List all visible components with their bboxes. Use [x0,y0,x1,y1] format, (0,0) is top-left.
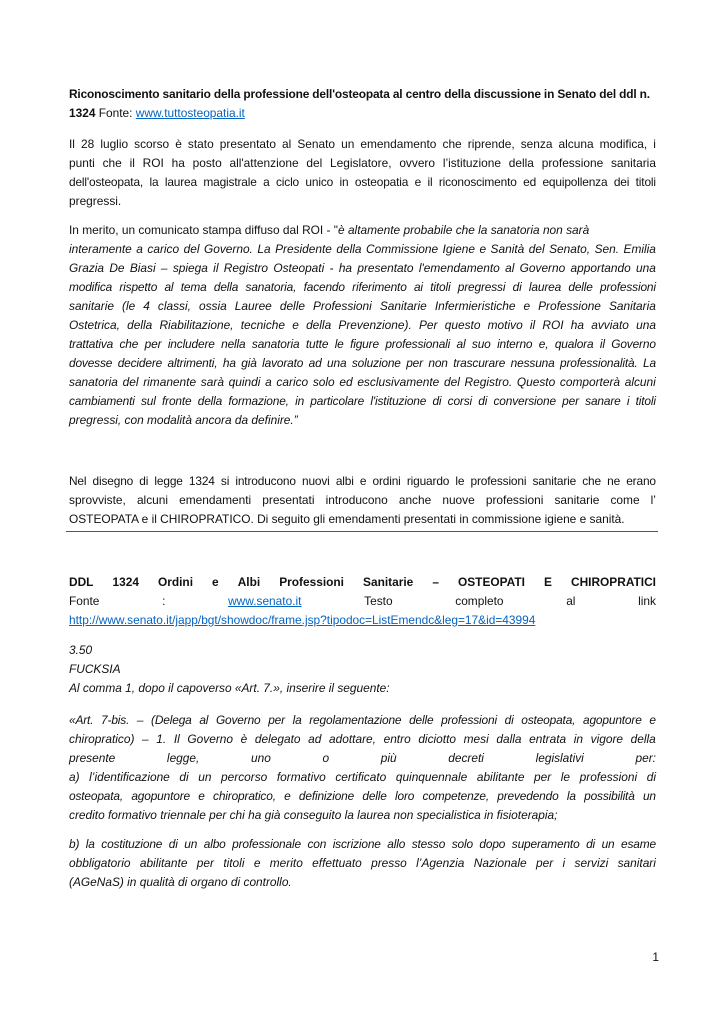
text-line: Il 28 luglio scorso è stato presentato al Senato un emendamento che riprende, senza alcuna modifica, i [69,137,656,151]
amendment-color: FUCKSIA [69,662,121,676]
amendment-header [69,641,656,698]
title-line-1: Riconoscimento sanitario della professione dell'osteopata al centro della discussione in Senato del ddl n. [69,87,650,101]
quote-line: modifica rispetto al tema della sanatoria, facendo riferimento ai titoli pregressi di laurea delle professioni [69,280,656,294]
text-line: sprovviste, alcuni emendamenti presentati introducono anche nuove professioni sanitarie come l’ [69,493,656,507]
text-line: dell'osteopata, la laurea magistrale a ciclo unico in osteopatia e il riconoscimento ed equipollenza dei titoli [69,175,656,189]
text-line: pregressi. [69,194,122,208]
amendment-article [69,711,656,825]
paragraph-press-release [69,221,656,430]
text-line: OSTEOPATA e il CHIROPRATICO. Di seguito gli emendamenti presentati in commissione igiene e sanità. [69,512,625,526]
source-link-senato[interactable]: www.senato.it [228,594,302,608]
title-ddl-number: 1324 [69,106,96,120]
article-spread-line: presente legge, uno o più decreti legislativi per: [69,751,656,765]
page-number: 1 [652,950,659,964]
text-line: punti che il ROI ha posto all'attenzione del Legislatore, ovvero l’istituzione della professione sanitaria [69,156,656,170]
title-source-label: Fonte: [95,106,136,120]
article-line: «Art. 7-bis. – (Delega al Governo per la regolamentazione delle professioni di osteopata, agopuntore e [69,713,656,727]
clause-a-line: osteopata, agopuntore e chiropratico, e definizione delle loro competenze, prevedendo la possibilità un [69,789,656,803]
quote-line: Ostetrica, della Riabilitazione, tecniche e della Prevenzione). Per questo motivo il ROI ha avviato una [69,318,656,332]
text-line: In merito, un comunicato stampa diffuso dal ROI - "è altamente probabile che la sanatoria non sarà [69,223,590,237]
source-link-tuttosteopatia[interactable]: www.tuttosteopatia.it [135,106,245,120]
full-text-link[interactable]: http://www.senato.it/japp/bgt/showdoc/frame.jsp?tipodoc=ListEmendc&leg=17&id=43994 [69,613,536,627]
ddl-heading: DDL 1324 Ordini e Albi Professioni Sanitarie – OSTEOPATI E CHIROPRATICI [69,575,656,589]
quote-line: trattativa che per includere nella sanatoria tutte le figure professionali al suo interno e, qualora il Governo [69,337,656,351]
amendment-instruction: Al comma 1, dopo il capoverso «Art. 7.», inserire il seguente: [69,681,390,695]
paragraph-intro [69,135,656,211]
article-line: chiropratico) – 1. Il Governo è delegato ad adottare, entro diciotto mesi dalla entrata in vigore della [69,732,656,746]
quote-line: pregressi, con modalità ancora da definire.” [69,413,298,427]
full-text-link-line [69,611,656,630]
quote-line: cambiamenti sul fronte della formazione, in particolare l'istituzione di corsi di conversione per sanare i titoli [69,394,656,408]
document-title [69,85,656,123]
title-line-2 [69,104,656,123]
quote-line: interamente a carico del Governo. La Presidente della Commissione Igiene e Sanità del Senato, Sen. Emilia [69,242,656,256]
amendment-number: 3.50 [69,643,93,657]
paragraph-ddl-summary [69,472,656,529]
ddl-source-line: Fonte : www.senato.it Testo completo al link [69,592,656,611]
ddl-section [69,573,656,630]
clause-a-line: credito formativo triennale per chi ha già conseguito la laurea non specialistica in fisioterapia; [69,808,558,822]
clause-b-line: obbligatorio abilitante per titoli e merito effettuato presso l’Agenzia Nazionale per i servizi sanitari [69,856,656,870]
text-line: Nel disegno di legge 1324 si introducono nuovi albi e ordini riguardo le professioni sanitarie che ne erano [69,474,656,488]
section-divider [66,531,658,532]
quote-line: sanatoria del rimanente sarà quindi a carico solo ed esclusivamente del Registro. Questo comporterà alcuni [69,375,656,389]
quote-line: dovesse decidere altrimenti, ha già lavorato ad una soluzione per non trascurare nessuna professionalità. La [69,356,656,370]
quote-line: Grazia De Biasi – spiega il Registro Osteopati - ha presentato l'emendamento al Governo apportando una [69,261,656,275]
clause-a-line: a) l’identificazione di un percorso formativo certificato quinquennale abilitante per le professioni di [69,770,656,784]
amendment-clause-b [69,835,656,892]
quote-line: sanitarie (le 4 classi, ossia Lauree delle Professioni Sanitarie Infermieristiche e Professione Sanitaria [69,299,656,313]
clause-b-line: (AGeNaS) in qualità di organo di controllo. [69,875,292,889]
clause-b-line: b) la costituzione di un albo professionale con iscrizione allo stesso solo dopo superamento di un esame [69,837,656,851]
